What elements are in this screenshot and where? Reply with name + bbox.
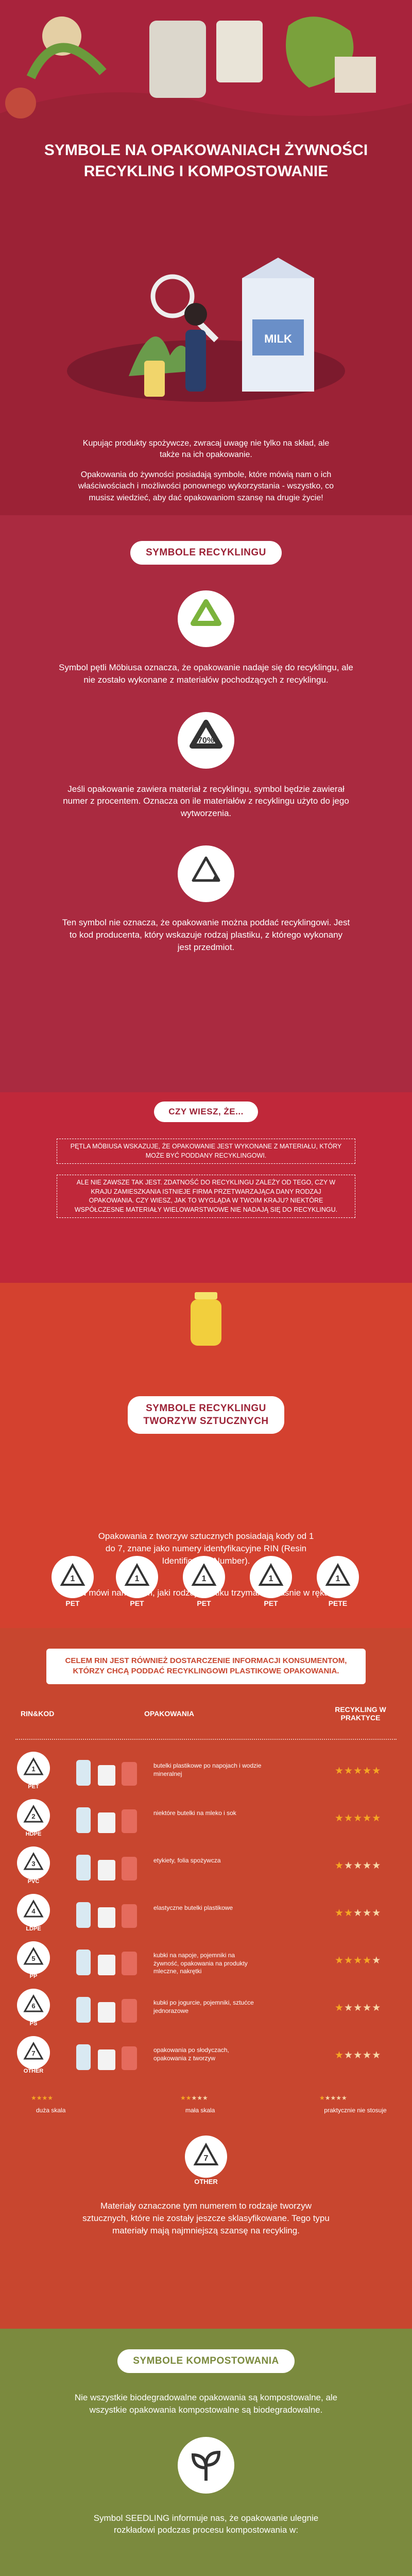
- table-row: [15, 2036, 397, 2077]
- legend-stars-none: ★★★★★: [319, 2094, 347, 2102]
- rating-star-icon: ★: [372, 1955, 382, 1966]
- rating-star-icon: ★: [372, 1860, 382, 1871]
- recycled-content-description: Jeśli opakowanie zawiera materiał z recyklingu, symbol będzie zawierał numer z procentem. Oznacza on ile materiałów z recyklingu użyto do jego wytworzenia.: [63, 784, 349, 819]
- table-row: [15, 1799, 397, 1840]
- rating-star-icon: ★: [372, 1908, 382, 1919]
- resin-table-section: [0, 1628, 412, 2329]
- resin-code-number: 6: [31, 2002, 36, 2010]
- other-code-badge: [185, 2136, 227, 2185]
- rin-purpose: RIN mówi nam o tym, jaki rodzaj plastiku trzymamy właśnie w rękach.: [71, 1588, 341, 1598]
- page-title-line-2: RECYKLING I KOMPOSTOWANIE: [83, 162, 329, 180]
- resin-code-description: Ten symbol nie oznacza, że opakowanie można poddać recyklingowi. Jest to kod producenta, który wskazuje rodzaj plastiku, z którego wykonany jest przedmiot.: [62, 917, 350, 952]
- resin-code-badge: [15, 1752, 52, 1790]
- rating-star-icon: ★: [363, 1860, 372, 1871]
- compost-heading: SYMBOLE KOMPOSTOWANIA: [117, 2349, 295, 2373]
- plastic-code-5-label: PETE: [328, 1599, 348, 1607]
- recycling-rating: [335, 1812, 381, 1824]
- rating-star-icon: ★: [353, 1908, 363, 1919]
- packaging-illustration: [72, 1852, 144, 1883]
- plastic-code-3-label: PET: [197, 1599, 211, 1607]
- rating-star-icon: ★: [344, 1908, 354, 1919]
- column-header-recycling: RECYKLING W PRAKTYCE: [335, 1705, 386, 1722]
- did-you-know-box-1: PĘTLA MÖBIUSA WSKAZUJE, ŻE OPAKOWANIE JEST WYKONANE Z MATERIAŁU, KTÓRY MOŻE BYĆ PODDANY RECYKLINGOWI.: [57, 1139, 355, 1164]
- resin-code-label: LDPE: [26, 1926, 41, 1932]
- rating-star-icon: ★: [353, 1766, 363, 1776]
- resin-code-label: PVC: [27, 1878, 40, 1885]
- packaging-illustration: [72, 2041, 144, 2072]
- mobius-description: Symbol pętli Möbiusa oznacza, że opakowanie nadaje się do recyklingu, ale nie zostało wykonane z materiałów pochodzących z recyklingu.: [59, 663, 353, 685]
- rating-star-icon: ★: [335, 2003, 345, 2013]
- resin-code-badge: [15, 1846, 52, 1885]
- legend-large-scale: duża skala: [36, 2107, 66, 2114]
- table-legend: [0, 2094, 412, 2114]
- resin-code-label: PP: [29, 1973, 38, 1979]
- legend-stars-small: ★★★★★: [180, 2094, 208, 2102]
- plastic-codes-heading: [128, 1396, 284, 1434]
- resin-code-number: 4: [31, 1907, 36, 1915]
- recycling-rating: [335, 1907, 381, 1919]
- resin-code-badge: [15, 1799, 52, 1837]
- resin-code-label: PS: [29, 2021, 38, 2027]
- resin-code-icon: [178, 845, 234, 902]
- packaging-illustration: [72, 1804, 144, 1835]
- plastic-code-1: [52, 1556, 94, 1607]
- recycling-rating: [335, 1765, 381, 1777]
- intro-paragraph-1: Kupując produkty spożywcze, zwracaj uwagę nie tylko na skład, ale także na ich opakowanie.: [82, 439, 330, 460]
- rating-star-icon: ★: [335, 1908, 345, 1919]
- other-code-number: 7: [203, 2154, 209, 2163]
- rating-star-icon: ★: [353, 2050, 363, 2061]
- legend-stars-large: ★★★★: [31, 2094, 54, 2102]
- packaging-illustration: [72, 1757, 144, 1788]
- intro-text: [72, 438, 340, 504]
- seedling-description: Symbol SEEDLING informuje nas, że opakowanie ulegnie rozkładowi podczas procesu kompostowania w:: [93, 2513, 319, 2535]
- rating-star-icon: ★: [335, 1813, 345, 1824]
- packaging-description: niektóre butelki na mleko i sok: [153, 1809, 236, 1817]
- rating-star-icon: ★: [335, 1955, 345, 1966]
- resin-code-number: 5: [31, 1955, 36, 1962]
- resin-code-badge: [15, 1894, 52, 1932]
- recycling-rating: [335, 2049, 381, 2061]
- table-row: [15, 1894, 397, 1935]
- table-row: [15, 1846, 397, 1888]
- packaging-description: kubki na napoje, pojemniki na żywność, opakowania na produkty mleczne, nakrętki: [153, 1952, 248, 1975]
- hero-section: [0, 0, 412, 515]
- rating-star-icon: ★: [344, 1766, 354, 1776]
- recycled-percent: 70%: [197, 736, 215, 745]
- recycling-section: [0, 515, 412, 1092]
- packaging-description: butelki plastikowe po napojach i wodzie mineralnej: [153, 1762, 262, 1777]
- legend-small-scale: mała skala: [185, 2107, 215, 2114]
- rating-star-icon: ★: [363, 1908, 372, 1919]
- recycling-heading: SYMBOLE RECYKLINGU: [130, 541, 282, 565]
- packaging-illustration: [72, 1994, 144, 2025]
- recycling-rating: [335, 1955, 381, 1967]
- other-code-description: Materiały oznaczone tym numerem to rodzaje tworzyw sztucznych, które nie zostały jeszcze sklasyfikowane. Tego typu materiały mają najmniejszą szansę na recykling.: [82, 2201, 330, 2235]
- rating-star-icon: ★: [335, 1860, 345, 1871]
- recycling-rating: [335, 1860, 381, 1872]
- resin-code-number: 7: [31, 2049, 36, 2057]
- rating-star-icon: ★: [372, 1813, 382, 1824]
- table-row: [15, 1941, 397, 1982]
- plastic-code-3-number: 1: [201, 1574, 207, 1583]
- plastic-bottle-illustration: [0, 1283, 412, 1350]
- resin-code-number: 2: [31, 1812, 36, 1820]
- rating-star-icon: ★: [363, 2050, 372, 2061]
- rating-star-icon: ★: [353, 2003, 363, 2013]
- table-row: [15, 1752, 397, 1793]
- did-you-know-heading: CZY WIESZ, ŻE...: [154, 1101, 258, 1122]
- resin-code-badge: [15, 2036, 52, 2074]
- plastic-code-5: [317, 1556, 359, 1607]
- resin-code-number: 3: [31, 1860, 36, 1868]
- resin-code-badge: [15, 1989, 52, 2027]
- rin-description: Opakowania z tworzyw sztucznych posiadają kody od 1 do 7, znane jako numery identyfikacyjne RIN (Resin Identification Number).: [98, 1531, 314, 1566]
- recycled-content-icon: [178, 712, 234, 769]
- rating-star-icon: ★: [335, 2050, 345, 2061]
- rating-star-icon: ★: [344, 1860, 354, 1871]
- rating-star-icon: ★: [344, 1955, 354, 1966]
- rating-star-icon: ★: [344, 1813, 354, 1824]
- plastic-codes-heading-line-1: SYMBOLE RECYKLINGU: [146, 1403, 266, 1414]
- rating-star-icon: ★: [363, 1766, 372, 1776]
- resin-code-label: OTHER: [23, 2068, 44, 2074]
- rating-star-icon: ★: [353, 1955, 363, 1966]
- packaging-description: opakowania po słodyczach, opakowania z tworzyw: [153, 2046, 229, 2062]
- rating-star-icon: ★: [353, 1813, 363, 1824]
- did-you-know-box-2: ALE NIE ZAWSZE TAK JEST. ZDATNOŚĆ DO RECYKLINGU ZALEŻY OD TEGO, CZY W KRAJU ZAMIESZKANIA ISTNIEJE FIRMA PRZETWARZAJĄCA DANY RODZAJ OPAKOWANIA. CZY WIESZ, JAK TO WYGLĄDA W TWOIM KRAJU? NIEKTÓRE WSPÓŁCZESNE MATERIAŁY WIELOWARSTWOWE NIE NADAJĄ SIĘ DO RECYKLINGU.: [57, 1175, 355, 1218]
- resin-code-badge: [15, 1941, 52, 1979]
- rating-star-icon: ★: [363, 1955, 372, 1966]
- packaging-description: kubki po jogurcie, pojemniki, sztućce jednorazowe: [153, 1999, 254, 2014]
- packaging-description: elastyczne butelki plastikowe: [153, 1904, 233, 1911]
- plastic-code-5-number: 1: [335, 1574, 340, 1583]
- packaging-illustration: [72, 1899, 144, 1930]
- column-header-rin: RIN&KOD: [21, 1709, 55, 1718]
- resin-code-number: 1: [31, 1765, 36, 1773]
- plastic-code-4-label: PET: [264, 1599, 278, 1607]
- packaging-illustration: [72, 1946, 144, 1977]
- plastic-codes-section: [0, 1283, 412, 1628]
- compost-section: [0, 2329, 412, 2576]
- page-title-line-1: SYMBOLE NA OPAKOWANIACH ŻYWNOŚCI: [44, 142, 368, 159]
- recycling-rating: [335, 2002, 381, 2014]
- rating-star-icon: ★: [344, 2050, 354, 2061]
- rating-star-icon: ★: [363, 1813, 372, 1824]
- rating-star-icon: ★: [372, 2003, 382, 2013]
- column-header-packaging: OPAKOWANIA: [144, 1709, 194, 1718]
- legend-not-used: praktycznie nie stosuje: [324, 2107, 387, 2114]
- plastic-code-1-label: PET: [65, 1599, 80, 1607]
- rating-star-icon: ★: [363, 2003, 372, 2013]
- plastic-code-2-label: PET: [130, 1599, 144, 1607]
- did-you-know-section: [0, 1092, 412, 1283]
- table-row: [15, 1989, 397, 2030]
- compost-intro: Nie wszystkie biodegradowalne opakowania są kompostowalne, ale wszystkie opakowania kompostowalne są biodegradowalne.: [74, 2393, 338, 2415]
- plastic-codes-heading-line-2: TWORZYW SZTUCZNYCH: [143, 1415, 269, 1427]
- plastic-code-2-number: 1: [134, 1574, 140, 1583]
- rating-star-icon: ★: [372, 2050, 382, 2061]
- mobius-loop-icon: [178, 590, 234, 647]
- resin-code-label: PET: [28, 1784, 39, 1790]
- rating-star-icon: ★: [372, 1766, 382, 1776]
- rin-purpose-banner: CELEM RIN JEST RÓWNIEŻ DOSTARCZENIE INFORMACJI KONSUMENTOM, KTÓRZY CHCĄ PODDAĆ RECYKLINGOWI PLASTIKOWE OPAKOWANIA.: [46, 1649, 366, 1684]
- rating-star-icon: ★: [335, 1766, 345, 1776]
- seedling-icon: [178, 2437, 234, 2494]
- packaging-description: etykiety, folia spożywcza: [153, 1857, 221, 1864]
- page-title: [0, 140, 412, 182]
- rating-star-icon: ★: [344, 2003, 354, 2013]
- plastic-code-1-number: 1: [70, 1574, 75, 1583]
- milk-carton-label: MILK: [264, 332, 292, 345]
- other-code-label: OTHER: [194, 2178, 218, 2185]
- plastic-code-4-number: 1: [268, 1574, 273, 1583]
- rating-star-icon: ★: [353, 1860, 363, 1871]
- resin-code-label: HDPE: [25, 1831, 42, 1837]
- intro-paragraph-2: Opakowania do żywności posiadają symbole, które mówią nam o ich właściwościach i możliwości ponownego wykorzystania - wszystko, co musisz wiedzieć, aby dać opakowaniom szansę na drugie życie!: [78, 470, 334, 502]
